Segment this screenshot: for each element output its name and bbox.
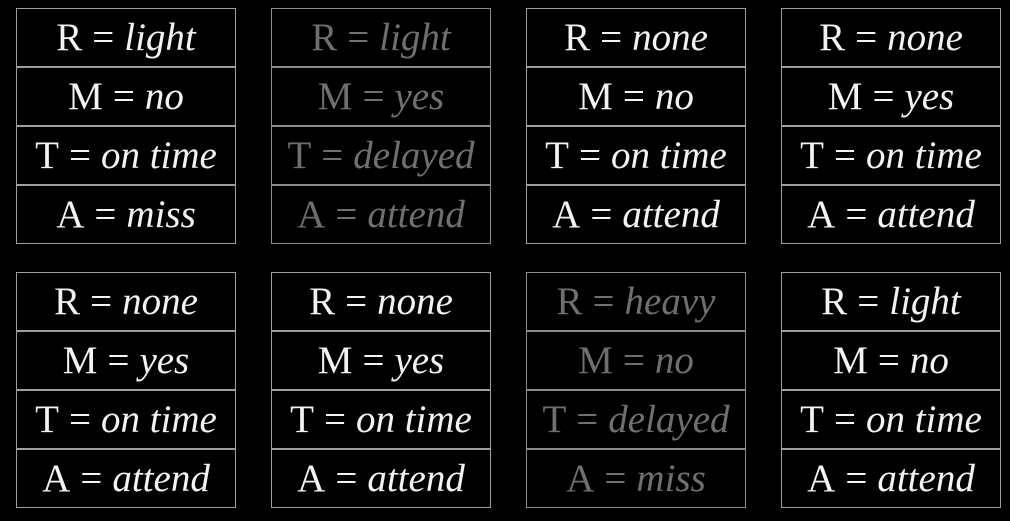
- equals-sign: =: [362, 339, 385, 382]
- variable-value: attend: [877, 457, 975, 500]
- variable-letter: M: [827, 75, 863, 118]
- variable-letter: A: [807, 457, 836, 500]
- variable-value: none: [377, 280, 453, 323]
- variable-value: on time: [355, 398, 472, 441]
- assignment-row: [527, 125, 745, 184]
- variable-letter: M: [578, 339, 613, 382]
- variable-value: no: [654, 339, 694, 382]
- assignment-row: [272, 273, 490, 330]
- assignment-row: [782, 184, 1000, 243]
- equals-sign: =: [107, 339, 130, 382]
- variable-letter: T: [542, 398, 567, 441]
- equals-sign: =: [622, 75, 645, 118]
- equals-sign: =: [604, 457, 627, 500]
- sample-card-rejected: [271, 8, 491, 244]
- variable-value: on time: [100, 398, 217, 441]
- equals-sign: =: [323, 398, 346, 441]
- sample-card: [16, 272, 236, 508]
- variable-value: yes: [904, 75, 955, 118]
- equals-sign: =: [845, 193, 868, 236]
- variable-letter: R: [309, 280, 336, 323]
- assignment-row: [272, 448, 490, 507]
- variable-letter: T: [800, 134, 824, 177]
- variable-letter: M: [68, 75, 103, 118]
- assignment-row: [527, 9, 745, 66]
- variable-letter: A: [297, 457, 326, 500]
- variable-letter: M: [317, 75, 353, 118]
- equals-sign: =: [845, 457, 868, 500]
- equals-sign: =: [92, 16, 115, 59]
- variable-letter: M: [317, 339, 353, 382]
- variable-value: miss: [636, 457, 706, 500]
- variable-letter: M: [833, 339, 868, 382]
- assignment-row: [527, 184, 745, 243]
- variable-letter: R: [819, 16, 846, 59]
- sample-card: [781, 8, 1001, 244]
- assignment-row: [17, 273, 235, 330]
- equals-sign: =: [877, 339, 900, 382]
- equals-sign: =: [335, 457, 358, 500]
- variable-letter: A: [42, 457, 71, 500]
- variable-value: none: [887, 16, 963, 59]
- assignment-row: [272, 9, 490, 66]
- variable-letter: T: [35, 398, 59, 441]
- equals-sign: =: [855, 16, 878, 59]
- assignment-row: [17, 184, 235, 243]
- variable-value: miss: [126, 193, 196, 236]
- variable-value: yes: [394, 75, 445, 118]
- assignment-row: [527, 273, 745, 330]
- equals-sign: =: [833, 134, 856, 177]
- sample-card-rejected: [526, 272, 746, 508]
- variable-letter: T: [35, 134, 59, 177]
- equals-sign: =: [833, 398, 856, 441]
- equals-sign: =: [600, 16, 623, 59]
- assignment-row: [782, 125, 1000, 184]
- assignment-row: [17, 330, 235, 389]
- sample-card: [526, 8, 746, 244]
- variable-value: delayed: [353, 134, 475, 177]
- equals-sign: =: [622, 339, 645, 382]
- variable-letter: R: [311, 16, 338, 59]
- equals-sign: =: [592, 280, 615, 323]
- sample-card: [271, 272, 491, 508]
- variable-value: attend: [112, 457, 210, 500]
- assignment-row: [782, 273, 1000, 330]
- variable-letter: R: [821, 280, 848, 323]
- sample-card: [16, 8, 236, 244]
- variable-value: attend: [367, 457, 465, 500]
- assignment-row: [272, 330, 490, 389]
- variable-value: no: [909, 339, 949, 382]
- equals-sign: =: [576, 398, 599, 441]
- assignment-row: [782, 389, 1000, 448]
- variable-letter: R: [54, 280, 81, 323]
- variable-value: light: [379, 16, 451, 59]
- variable-letter: M: [578, 75, 613, 118]
- variable-value: light: [889, 280, 961, 323]
- assignment-row: [527, 66, 745, 125]
- equals-sign: =: [68, 134, 91, 177]
- equals-sign: =: [345, 280, 368, 323]
- equals-sign: =: [590, 193, 613, 236]
- variable-value: none: [122, 280, 198, 323]
- assignment-row: [782, 330, 1000, 389]
- equals-sign: =: [90, 280, 113, 323]
- assignment-row: [782, 66, 1000, 125]
- variable-value: on time: [865, 134, 982, 177]
- variable-letter: T: [287, 134, 312, 177]
- assignment-row: [527, 389, 745, 448]
- assignment-row: [782, 448, 1000, 507]
- variable-letter: R: [56, 16, 83, 59]
- variable-value: on time: [865, 398, 982, 441]
- assignment-row: [527, 448, 745, 507]
- equals-sign: =: [68, 398, 91, 441]
- variable-value: heavy: [624, 280, 716, 323]
- variable-value: none: [632, 16, 708, 59]
- assignment-row: [272, 389, 490, 448]
- variable-letter: T: [290, 398, 314, 441]
- variable-letter: A: [566, 457, 595, 500]
- variable-value: on time: [610, 134, 727, 177]
- variable-value: attend: [367, 193, 465, 236]
- equals-sign: =: [335, 193, 358, 236]
- sample-card: [781, 272, 1001, 508]
- assignment-row: [17, 9, 235, 66]
- variable-value: light: [124, 16, 196, 59]
- equals-sign: =: [112, 75, 135, 118]
- equals-sign: =: [362, 75, 385, 118]
- variable-value: no: [654, 75, 694, 118]
- assignment-row: [272, 125, 490, 184]
- variable-letter: M: [62, 339, 98, 382]
- assignment-row: [272, 184, 490, 243]
- assignment-row: [272, 66, 490, 125]
- equals-sign: =: [80, 457, 103, 500]
- equals-sign: =: [857, 280, 880, 323]
- assignment-row: [17, 448, 235, 507]
- variable-value: delayed: [608, 398, 730, 441]
- equals-sign: =: [578, 134, 601, 177]
- equals-sign: =: [94, 193, 117, 236]
- variable-letter: A: [297, 193, 326, 236]
- variable-value: no: [144, 75, 184, 118]
- variable-value: yes: [139, 339, 190, 382]
- variable-letter: A: [56, 193, 85, 236]
- equals-sign: =: [872, 75, 895, 118]
- equals-sign: =: [347, 16, 370, 59]
- variable-letter: A: [807, 193, 836, 236]
- assignment-row: [17, 389, 235, 448]
- variable-letter: R: [564, 16, 591, 59]
- variable-value: attend: [877, 193, 975, 236]
- variable-value: attend: [622, 193, 720, 236]
- variable-letter: T: [545, 134, 569, 177]
- assignment-row: [17, 125, 235, 184]
- variable-value: yes: [394, 339, 445, 382]
- assignment-row: [782, 9, 1000, 66]
- variable-value: on time: [100, 134, 217, 177]
- assignment-row: [17, 66, 235, 125]
- equals-sign: =: [321, 134, 344, 177]
- assignment-row: [527, 330, 745, 389]
- variable-letter: A: [552, 193, 581, 236]
- variable-letter: R: [556, 280, 583, 323]
- variable-letter: T: [800, 398, 824, 441]
